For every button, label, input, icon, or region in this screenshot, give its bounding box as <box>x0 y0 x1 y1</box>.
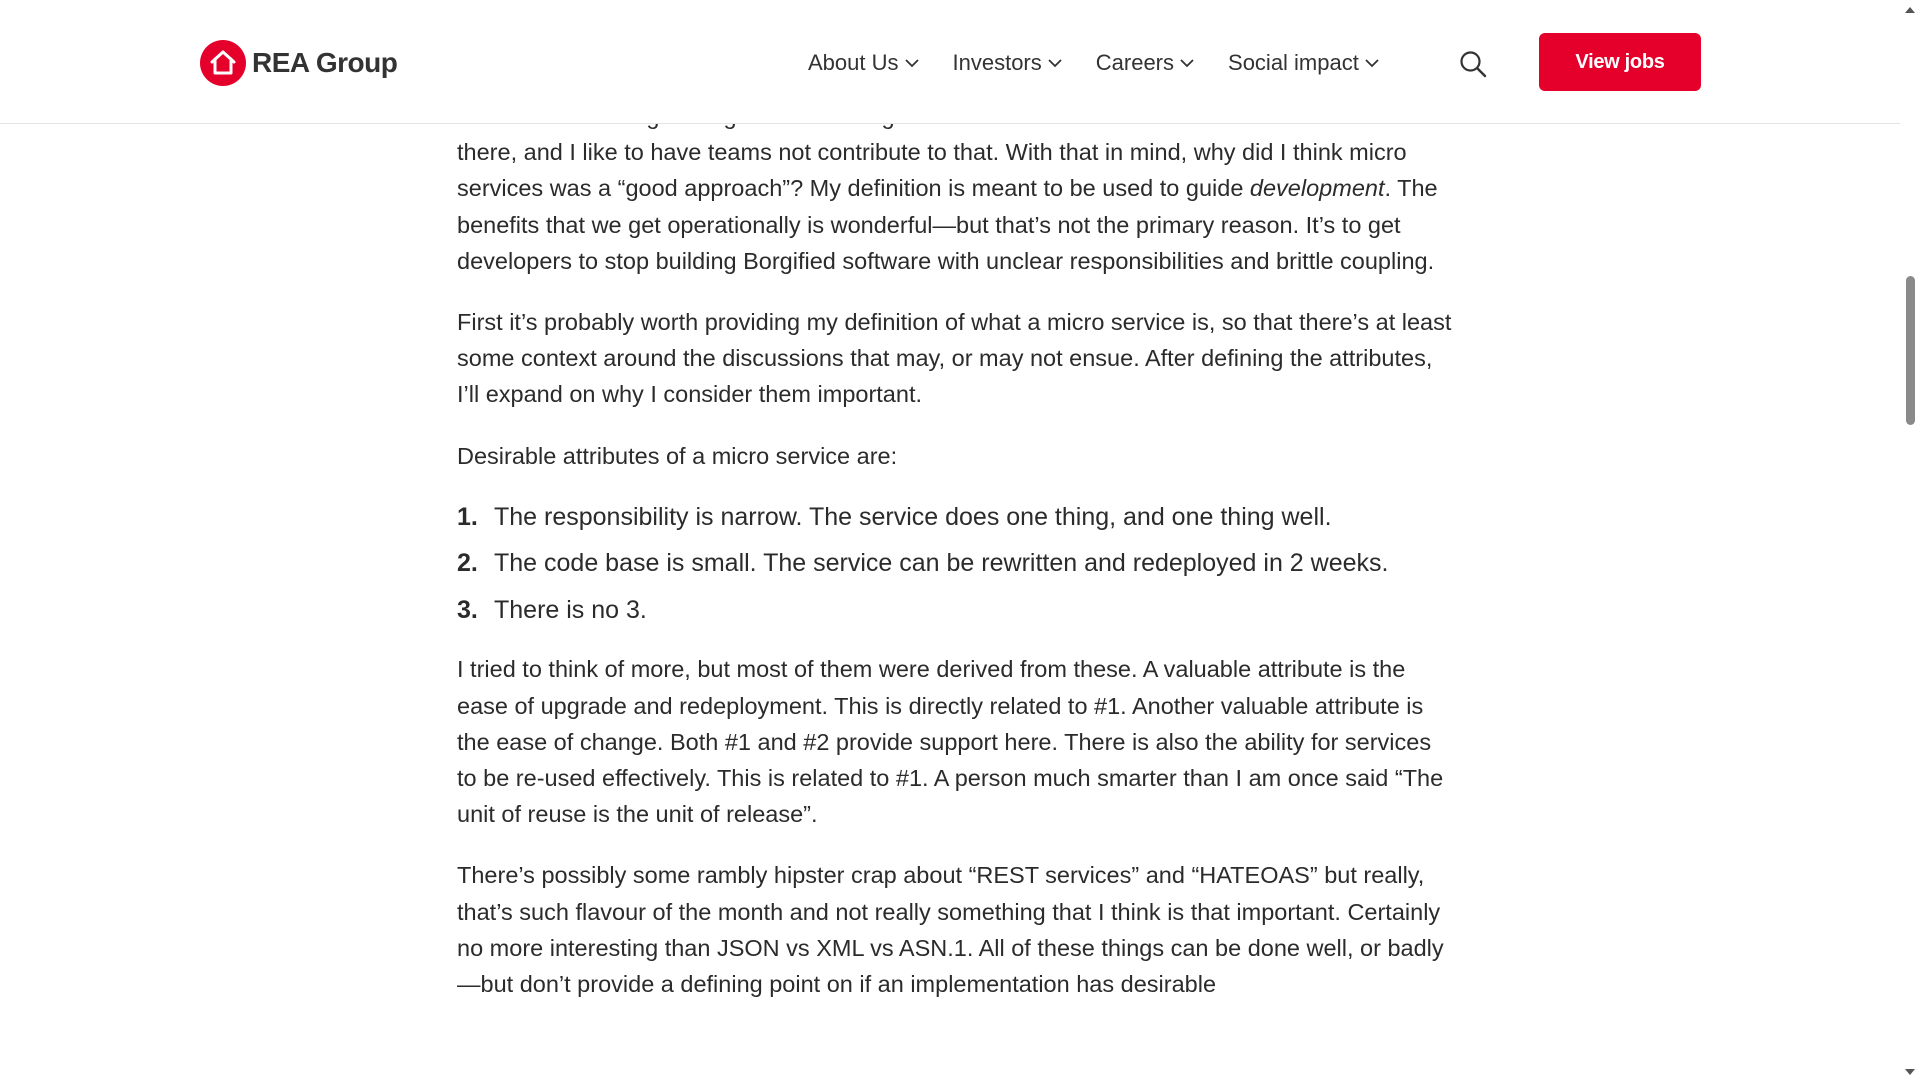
scrollbar-thumb[interactable] <box>1906 276 1915 425</box>
article-paragraph: There’s possibly some rambly hipster crap about “REST services” and “HATEOAS” but really, that’s such flavour of the month and not really something that I think is that important. Certainly no more interesting than JSON vs XML vs ASN.1. All of these things can be done well, or badly—but don’t provide a defining point on if an implementation has desirable <box>457 862 1444 997</box>
main-nav <box>808 47 1379 79</box>
article-body <box>457 98 1457 1027</box>
attributes-list <box>457 499 1457 629</box>
chevron-down-icon <box>905 59 919 68</box>
brand-name: REA Group <box>252 47 398 78</box>
page-scrollbar[interactable] <box>1900 0 1920 1080</box>
list-text: The code base is small. The service can be rewritten and redeployed in 2 weeks. <box>494 549 1389 578</box>
nav-label: About Us <box>808 50 899 75</box>
view-jobs-button[interactable]: View jobs <box>1539 33 1701 91</box>
article-paragraph: I tried to think of more, but most of them were derived from these. A valuable attribute is the ease of upgrade and redeployment. This is directly related to #1. Another valuable attribute is the ease of change. Both #1 and #2 provide support here. There is also the ability for services to be re-used effectively. This is related to #1. A person much smarter than I am once said “The unit of reuse is the unit of release”. <box>457 656 1444 828</box>
scroll-down-arrow-icon[interactable] <box>1904 1064 1916 1082</box>
nav-item-about-us[interactable] <box>808 50 919 76</box>
search-icon[interactable] <box>1459 50 1487 78</box>
list-item <box>457 545 1457 582</box>
site-header <box>0 0 1900 124</box>
chevron-down-icon <box>1365 59 1379 68</box>
house-logo-icon <box>200 40 246 86</box>
article-paragraph: First it’s probably worth providing my definition of what a micro service is, so that there’s at least some context around the discussions that may, or may not ensue. After defining the attributes, I’ll expand on why I consider them important. <box>457 309 1452 408</box>
list-number: 1. <box>457 502 478 531</box>
list-text: There is no 3. <box>494 595 647 624</box>
nav-item-careers[interactable] <box>1096 50 1194 76</box>
nav-label: Investors <box>952 50 1042 75</box>
list-item <box>457 499 1457 536</box>
article-paragraph: Desirable attributes of a micro service are: <box>457 442 898 469</box>
article-paragraph <box>457 98 1457 279</box>
list-number: 3. <box>457 595 478 624</box>
nav-item-social-impact[interactable] <box>1228 50 1379 76</box>
paragraph-text: there, and I like to have teams not contribute to that. With that in mind, why did I think micro services was a “good approach”? My definition is meant to be used to guide <box>457 139 1407 202</box>
nav-item-investors[interactable] <box>953 50 1062 76</box>
list-text: The responsibility is narrow. The service does one thing, and one thing well. <box>494 502 1332 531</box>
chevron-down-icon <box>1180 59 1194 68</box>
emphasis-text: development <box>1249 175 1385 202</box>
paragraph-text: . The benefits that we get operationally is wonderful—but that’s not the primary reason. It’s to get developers to stop building Borgified software with unclear responsibilities and brittle coupling. <box>457 175 1438 274</box>
list-item <box>457 592 1457 629</box>
list-number: 2. <box>457 549 478 578</box>
scroll-up-arrow-icon[interactable] <box>1904 2 1916 20</box>
nav-label: Careers <box>1095 50 1175 75</box>
rea-group-logo[interactable] <box>200 40 397 86</box>
chevron-down-icon <box>1048 59 1062 68</box>
nav-label: Social impact <box>1228 50 1359 75</box>
